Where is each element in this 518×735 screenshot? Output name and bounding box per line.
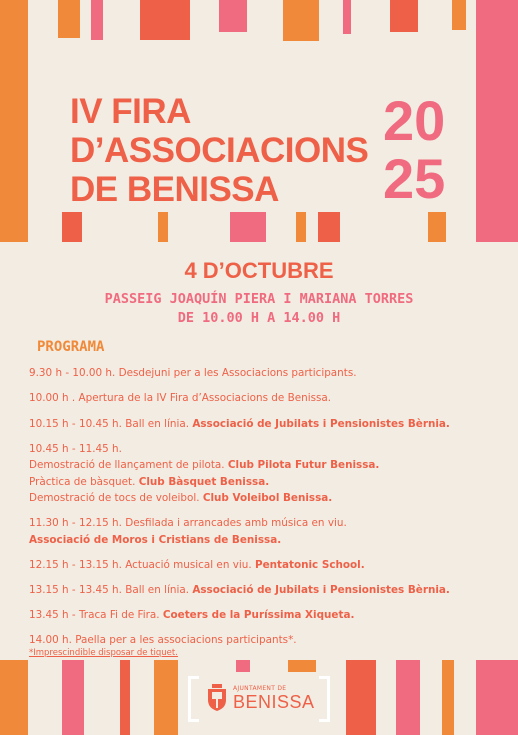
year-line: 25 xyxy=(383,147,446,210)
event-date: 4 D’OCTUBRE xyxy=(184,258,334,283)
stripe xyxy=(346,660,376,735)
stripe xyxy=(236,660,250,672)
program-item xyxy=(29,416,499,433)
logo-wordmark: BENISSA xyxy=(233,692,315,712)
stripe xyxy=(396,660,420,735)
stripe xyxy=(296,212,306,242)
stripe xyxy=(140,0,190,40)
stripe xyxy=(283,0,319,41)
item-org: Associació de Jubilats i Pensionistes Bèrnia. xyxy=(192,417,450,430)
program-item xyxy=(29,390,499,407)
title-line: D’ASSOCIACIONS xyxy=(70,131,369,170)
venue-hours: DE 10.00 H A 14.00 H xyxy=(177,310,341,326)
item-text: 14.00 h. Paella per a les associacions participants*. xyxy=(29,633,297,646)
event-venue xyxy=(0,290,518,328)
item-text: 13.45 h - Traca Fi de Fira. xyxy=(29,608,163,621)
item-text: 11.30 h - 12.15 h. Desfilada i arrancades amb música en viu. xyxy=(29,517,347,529)
item-org: Club Bàsquet Benissa. xyxy=(138,475,270,488)
coat-of-arms-icon xyxy=(205,682,229,712)
stripe xyxy=(62,212,82,242)
program-item xyxy=(29,441,499,507)
stripe xyxy=(91,0,103,40)
stripe xyxy=(0,660,28,735)
title-line: IV FIRA xyxy=(70,92,191,131)
item-org: Club Pilota Futur Benissa. xyxy=(227,459,380,471)
item-text: Demostració de tocs de voleibol. xyxy=(29,492,203,504)
stripe xyxy=(158,212,168,242)
item-text: 10.45 h - 11.45 h. xyxy=(29,442,122,455)
item-text: 13.15 h - 13.45 h. Ball en línia. xyxy=(29,583,193,596)
stripe xyxy=(476,660,518,735)
stripe xyxy=(318,212,340,242)
item-text: 12.15 h - 13.15 h. Actuació musical en viu. xyxy=(29,558,255,571)
item-text: 10.00 h . Apertura de la IV Fira d’Associacions de Benissa. xyxy=(29,392,332,404)
stripe xyxy=(219,0,247,32)
item-text: 10.15 h - 10.45 h. Ball en línia. xyxy=(29,417,193,430)
municipality-logo xyxy=(205,680,315,716)
stripe xyxy=(476,0,518,242)
item-org: Pentatonic School. xyxy=(254,558,365,571)
item-org: Coeters de la Puríssima Xiqueta. xyxy=(162,608,355,621)
item-org: Associació de Jubilats i Pensionistes Bèrnia. xyxy=(192,583,450,596)
event-year xyxy=(383,89,446,210)
program-item xyxy=(29,607,499,624)
stripe xyxy=(120,660,130,735)
item-org: Club Voleibol Benissa. xyxy=(202,492,333,504)
stripe xyxy=(390,0,418,32)
logo-bracket-right xyxy=(319,676,330,722)
item-text: 9.30 h - 10.00 h. Desdejuni per a les Associacions participants. xyxy=(29,367,357,379)
venue-line: PASSEIG JOAQUÍN PIERA I MARIANA TORRES xyxy=(104,291,414,307)
stripe xyxy=(428,212,446,242)
title-line: DE BENISSA xyxy=(70,170,279,209)
stripe xyxy=(452,0,466,30)
year-line: 20 xyxy=(383,89,446,152)
stripe xyxy=(343,0,351,34)
item-org: Associació de Moros i Cristians de Benissa. xyxy=(29,533,282,546)
program-list xyxy=(29,365,499,667)
logo-subtitle: AJUNTAMENT DE xyxy=(233,685,287,692)
event-title xyxy=(70,92,368,209)
program-item xyxy=(29,365,499,382)
stripe xyxy=(288,660,316,672)
stripe xyxy=(58,0,80,38)
ticket-note: *Imprescindible disposar de tiquet. xyxy=(29,648,178,658)
stripe xyxy=(0,0,28,242)
program-item xyxy=(29,582,499,599)
stripe xyxy=(230,212,266,242)
program-item xyxy=(29,515,499,548)
logo-bracket-left xyxy=(188,676,199,722)
item-text: Demostració de llançament de pilota. xyxy=(29,459,228,471)
program-item xyxy=(29,632,499,659)
stripe xyxy=(62,660,84,735)
stripe xyxy=(154,660,178,735)
program-item xyxy=(29,557,499,574)
program-heading: PROGRAMA xyxy=(37,339,105,355)
item-text: Pràctica de bàsquet. xyxy=(29,475,139,488)
stripe xyxy=(442,660,454,735)
